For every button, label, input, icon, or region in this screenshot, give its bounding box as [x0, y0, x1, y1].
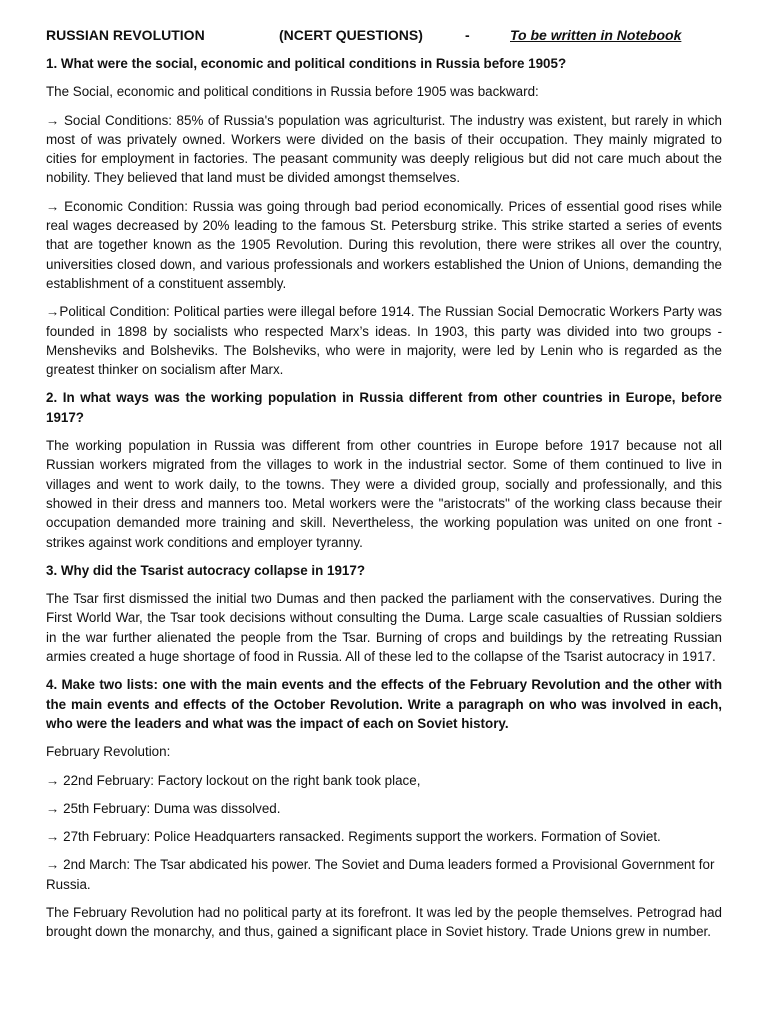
- answer-1-intro: The Social, economic and political conditions in Russia before 1905 was backward:: [46, 84, 539, 100]
- event-text: 25th February: Duma was dissolved.: [63, 800, 281, 816]
- answer-1-economic: [46, 197, 722, 293]
- answer-1-social: [46, 111, 722, 188]
- question-4: 4. Make two lists: one with the main events and the effects of the February Revolution and the other with the main events and effects of the October Revolution. Write a paragraph on who was involved in each, who were the leaders and what was the impact of each on Soviet history.: [46, 677, 722, 731]
- answer-1-economic-text: Economic Condition: Russia was going through bad period economically. Prices of essential good rises while real wages decreased by 20% leading to the famous St. Petersburg strike. This strike started a series of events that are together known as the 1905 Revolution. During this revolution, there were strikes all over the country, universities closed down, and various professionals and workers established the Union of Unions, demanding the establishment of a constituent assembly.: [46, 198, 722, 291]
- question-1: 1. What were the social, economic and political conditions in Russia before 1905?: [46, 56, 567, 71]
- answer-1-political: [46, 302, 722, 379]
- feb-revolution-heading: February Revolution:: [46, 744, 171, 760]
- header-subtitle: (NCERT QUESTIONS): [279, 27, 423, 43]
- question-2: 2. In what ways was the working population in Russia different from other countries in Europe, before 1917?: [46, 390, 722, 425]
- header-title: RUSSIAN REVOLUTION: [46, 27, 205, 43]
- header-dash: -: [465, 27, 470, 43]
- arrow-icon: →: [46, 800, 60, 816]
- arrow-icon: →: [46, 112, 60, 128]
- event-text: 2nd March: The Tsar abdicated his power. The Soviet and Duma leaders formed a Provisional Government for Russia.: [46, 857, 715, 892]
- answer-1-social-text: Social Conditions: 85% of Russia's population was agriculturist. The industry was existent, but rarely in which most of was privately owned. Workers were divided on the basis of their occupation. They mainly migrated to cities for employment in factories. The peasant community was deeply religious but did not care much about the nobility. They believed that land must be divided amongst themselves.: [46, 112, 722, 186]
- answer-2: The working population in Russia was different from other countries in Europe before 1917 because not all Russian workers migrated from the villages to work in the industrial sector. Some of them continued to live in villages and went to work daily, to the towns. They were a divided group, socially and professionally, and this showed in their dress and manners too. Metal workers were the "aristocrats" of the working class because their occupation demanded more training and skill. Nevertheless, the working population was united on one front - strikes against work conditions and employer tyranny.: [46, 438, 722, 550]
- answer-1-political-text: Political Condition: Political parties were illegal before 1914. The Russian Social Democratic Workers Party was founded in 1898 by socialists who respected Marx’s ideas. In 1903, this party was divided into two groups - Mensheviks and Bolsheviks. The Bolsheviks, who were in majority, were led by Lenin who is regarded as the greatest thinker on socialism after Marx.: [46, 304, 722, 378]
- arrow-icon: →: [46, 829, 60, 845]
- event-text: 22nd February: Factory lockout on the right bank took place,: [63, 772, 421, 788]
- event-item: [46, 799, 722, 818]
- event-item: [46, 855, 722, 894]
- arrow-icon: →: [46, 857, 60, 873]
- answer-3: The Tsar first dismissed the initial two Dumas and then packed the parliament with the conservatives. During the First World War, the Tsar took decisions without consulting the Duma. Large scale casualties of Russian soldiers in the war further alienated the people from the Tsar. Burning of crops and buildings by the retreating Russian armies created a huge shortage of food in Russia. All of these led to the collapse of the Tsarist autocracy in 1917.: [46, 591, 722, 665]
- arrow-icon: →: [46, 198, 60, 214]
- feb-revolution-summary: The February Revolution had no political party at its forefront. It was led by the people themselves. Petrograd had brought down the monarchy, and thus, gained a significant place in Soviet history. Trade Unions grew in number.: [46, 904, 722, 940]
- question-3: 3. Why did the Tsarist autocracy collapse in 1917?: [46, 562, 366, 578]
- page-header: [46, 26, 722, 46]
- event-item: [46, 771, 722, 790]
- header-instruction: To be written in Notebook: [510, 27, 682, 43]
- arrow-icon: →: [46, 772, 60, 788]
- event-item: [46, 827, 722, 846]
- event-text: 27th February: Police Headquarters ransacked. Regiments support the workers. Formation of Soviet.: [63, 829, 661, 845]
- arrow-icon: →: [46, 304, 60, 320]
